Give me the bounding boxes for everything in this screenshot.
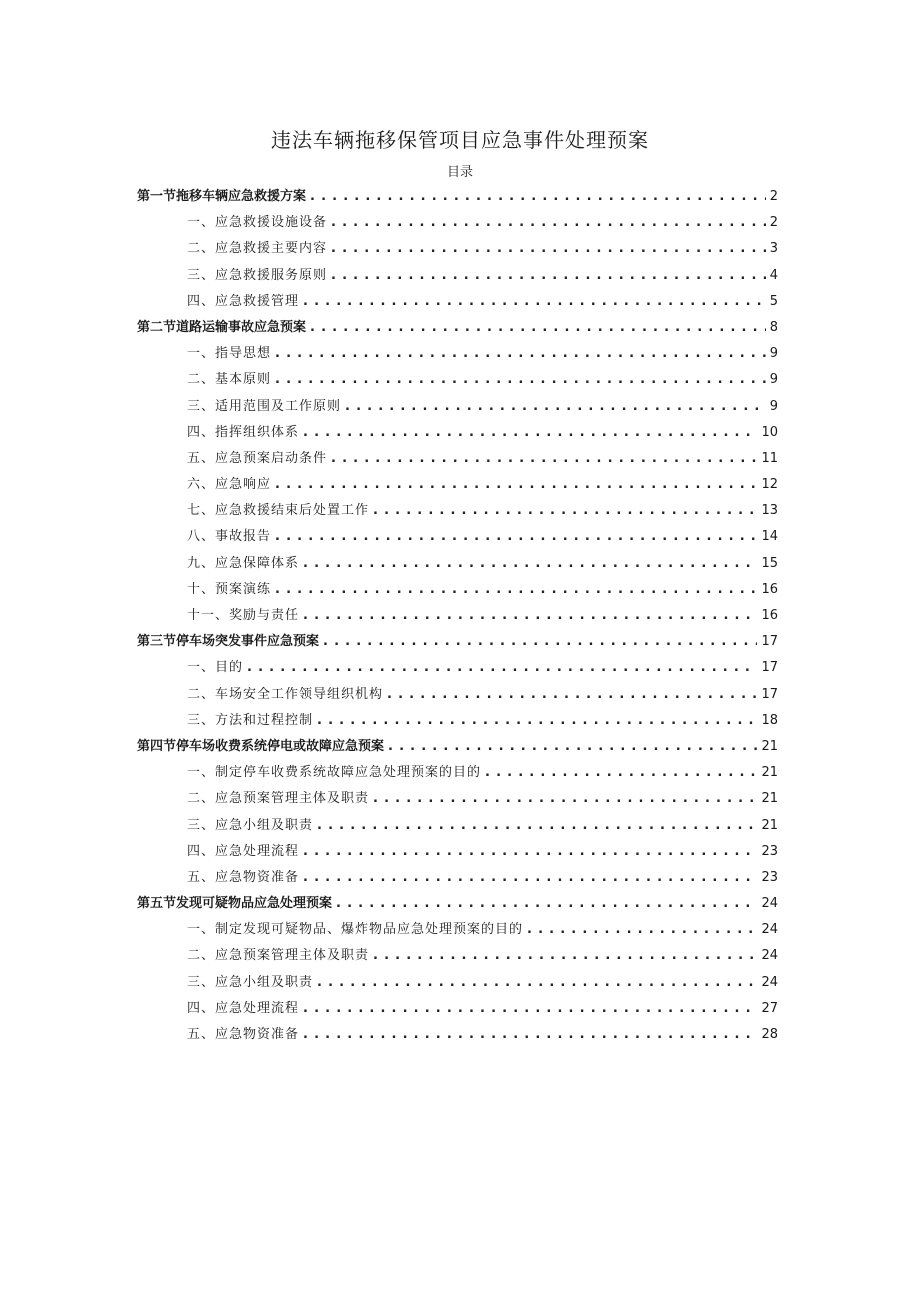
toc-dot-leader bbox=[527, 917, 757, 943]
toc-dot-leader bbox=[317, 708, 757, 734]
toc-subsection-entry[interactable] bbox=[137, 1022, 778, 1048]
toc-entry-label: 第一节拖移车辆应急救援方案 bbox=[137, 189, 307, 204]
toc-entry-label: 八、事故报告 bbox=[187, 529, 272, 545]
toc-page-number: 17 bbox=[761, 686, 778, 702]
toc-section-entry[interactable] bbox=[137, 629, 778, 655]
toc-section-entry[interactable] bbox=[137, 734, 778, 760]
toc-subsection-entry[interactable] bbox=[137, 970, 778, 996]
toc-subsection-entry[interactable] bbox=[137, 577, 778, 603]
toc-page-number: 17 bbox=[761, 634, 778, 650]
toc-entry-label: 五、应急预案启动条件 bbox=[187, 450, 328, 466]
toc-dot-leader bbox=[247, 655, 757, 681]
toc-page-number: 28 bbox=[761, 1027, 778, 1042]
toc-dot-leader bbox=[275, 577, 757, 603]
toc-page-number: 24 bbox=[761, 974, 778, 990]
toc-dot-leader bbox=[331, 446, 757, 472]
toc-page-number: 12 bbox=[761, 477, 778, 493]
toc-subsection-entry[interactable] bbox=[137, 446, 778, 472]
toc-page-number: 21 bbox=[761, 817, 778, 833]
toc-entry-label: 四、应急处理流程 bbox=[187, 1000, 300, 1016]
toc-dot-leader bbox=[303, 289, 766, 315]
toc-entry-label: 五、应急物资准备 bbox=[187, 1027, 300, 1042]
toc-page-number: 24 bbox=[761, 948, 778, 964]
toc-page-number: 18 bbox=[761, 712, 778, 728]
toc-page-number: 2 bbox=[769, 189, 778, 204]
toc-dot-leader bbox=[373, 498, 757, 524]
toc-dot-leader bbox=[317, 813, 757, 839]
toc-entry-label: 十一、奖励与责任 bbox=[187, 608, 300, 623]
toc-heading: 目录 bbox=[446, 165, 473, 180]
toc-dot-leader bbox=[303, 420, 757, 446]
toc-page-number: 9 bbox=[769, 372, 778, 388]
toc-dot-leader bbox=[275, 367, 766, 393]
toc-subsection-entry[interactable] bbox=[137, 865, 778, 891]
toc-page-number: 4 bbox=[769, 267, 778, 283]
toc-subsection-entry[interactable] bbox=[137, 813, 778, 839]
toc-page-number: 14 bbox=[761, 529, 778, 545]
toc-section-entry[interactable] bbox=[137, 315, 778, 341]
toc-page-number: 9 bbox=[769, 346, 778, 362]
toc-dot-leader bbox=[345, 394, 766, 420]
toc-section-entry[interactable] bbox=[137, 891, 778, 917]
toc-page-number: 2 bbox=[769, 215, 778, 231]
toc-entry-label: 四、指挥组织体系 bbox=[187, 424, 300, 440]
toc-subsection-entry[interactable] bbox=[137, 917, 778, 943]
toc-page-number: 3 bbox=[769, 241, 778, 257]
toc-entry-label: 二、应急救援主要内容 bbox=[187, 241, 328, 257]
toc-dot-leader bbox=[323, 629, 757, 655]
toc-page-number: 10 bbox=[761, 424, 778, 440]
toc-entry-label: 一、制定发现可疑物品、爆炸物品应急处理预案的目的 bbox=[187, 922, 524, 938]
toc-section-entry[interactable] bbox=[137, 184, 778, 210]
toc-page-number: 24 bbox=[761, 896, 778, 912]
toc-dot-leader bbox=[303, 865, 757, 891]
toc-page-number: 13 bbox=[761, 503, 778, 519]
toc-subsection-entry[interactable] bbox=[137, 420, 778, 446]
toc-subsection-entry[interactable] bbox=[137, 394, 778, 420]
toc-page-number: 24 bbox=[761, 922, 778, 938]
toc-page-number: 9 bbox=[769, 398, 778, 414]
toc-entry-label: 一、指导思想 bbox=[187, 346, 272, 362]
toc-dot-leader bbox=[331, 263, 766, 289]
toc-dot-leader bbox=[303, 551, 757, 577]
toc-dot-leader bbox=[388, 734, 757, 760]
toc-subsection-entry[interactable] bbox=[137, 367, 778, 393]
toc-entry-label: 二、基本原则 bbox=[187, 372, 272, 388]
toc-subsection-entry[interactable] bbox=[137, 551, 778, 577]
toc-page-number: 11 bbox=[761, 450, 778, 466]
toc-entry-label: 三、方法和过程控制 bbox=[187, 712, 314, 728]
toc-entry-label: 第二节道路运输事故应急预案 bbox=[137, 319, 307, 335]
toc-dot-leader bbox=[275, 524, 757, 550]
toc-dot-leader bbox=[310, 315, 766, 341]
toc-entry-label: 七、应急救援结束后处置工作 bbox=[187, 503, 370, 519]
toc-subsection-entry[interactable] bbox=[137, 472, 778, 498]
toc-subsection-entry[interactable] bbox=[137, 839, 778, 865]
toc-entry-label: 二、应急预案管理主体及职责 bbox=[187, 948, 370, 964]
toc-page-number: 16 bbox=[761, 608, 778, 623]
toc-page-number: 8 bbox=[769, 319, 778, 335]
toc-dot-leader bbox=[387, 682, 757, 708]
toc-subsection-entry[interactable] bbox=[137, 786, 778, 812]
toc-subsection-entry[interactable] bbox=[137, 263, 778, 289]
toc-entry-label: 二、应急预案管理主体及职责 bbox=[187, 791, 370, 807]
toc-page-number: 27 bbox=[761, 1000, 778, 1016]
toc-page-number: 16 bbox=[761, 581, 778, 597]
toc-entry-label: 一、目的 bbox=[187, 660, 244, 676]
toc-entry-label: 五、应急物资准备 bbox=[187, 869, 300, 885]
toc-dot-leader bbox=[331, 236, 766, 262]
toc-dot-leader bbox=[331, 210, 766, 236]
toc-subsection-entry[interactable] bbox=[137, 708, 778, 734]
toc-page-number: 23 bbox=[761, 869, 778, 885]
toc-dot-leader bbox=[336, 891, 757, 917]
toc-subsection-entry[interactable] bbox=[137, 682, 778, 708]
toc-entry-label: 三、应急小组及职责 bbox=[187, 817, 314, 833]
toc-dot-leader bbox=[485, 760, 757, 786]
table-of-contents bbox=[137, 184, 778, 1048]
toc-page-number: 23 bbox=[761, 843, 778, 859]
toc-subsection-entry[interactable] bbox=[137, 524, 778, 550]
toc-dot-leader bbox=[303, 996, 757, 1022]
toc-subsection-entry[interactable] bbox=[137, 603, 778, 629]
toc-dot-leader bbox=[310, 184, 766, 210]
toc-subsection-entry[interactable] bbox=[137, 341, 778, 367]
toc-subsection-entry[interactable] bbox=[137, 996, 778, 1022]
toc-subsection-entry[interactable] bbox=[137, 943, 778, 969]
toc-entry-label: 三、应急救援服务原则 bbox=[187, 267, 328, 283]
toc-entry-label: 第五节发现可疑物品应急处理预案 bbox=[137, 896, 333, 912]
toc-entry-label: 一、应急救援设施设备 bbox=[187, 215, 328, 231]
toc-entry-label: 四、应急处理流程 bbox=[187, 843, 300, 859]
toc-dot-leader bbox=[303, 1022, 757, 1048]
toc-entry-label: 十、预案演练 bbox=[187, 581, 272, 597]
toc-page-number: 15 bbox=[761, 555, 778, 571]
toc-entry-label: 九、应急保障体系 bbox=[187, 555, 300, 571]
toc-subsection-entry[interactable] bbox=[137, 655, 778, 681]
toc-subsection-entry[interactable] bbox=[137, 289, 778, 315]
toc-entry-label: 二、车场安全工作领导组织机构 bbox=[187, 686, 384, 702]
document-title: 违法车辆拖移保管项目应急事件处理预案 bbox=[271, 128, 649, 152]
toc-entry-label: 三、适用范围及工作原则 bbox=[187, 398, 342, 414]
toc-entry-label: 第四节停车场收费系统停电或故障应急预案 bbox=[137, 738, 385, 754]
toc-entry-label: 一、制定停车收费系统故障应急处理预案的目的 bbox=[187, 765, 482, 781]
toc-dot-leader bbox=[373, 786, 757, 812]
toc-page-number: 21 bbox=[761, 791, 778, 807]
toc-dot-leader bbox=[373, 943, 757, 969]
toc-dot-leader bbox=[303, 839, 757, 865]
toc-dot-leader bbox=[275, 472, 757, 498]
toc-dot-leader bbox=[317, 970, 757, 996]
toc-entry-label: 第三节停车场突发事件应急预案 bbox=[137, 634, 320, 650]
toc-subsection-entry[interactable] bbox=[137, 210, 778, 236]
toc-page-number: 21 bbox=[761, 765, 778, 781]
toc-page-number: 21 bbox=[761, 738, 778, 754]
toc-entry-label: 三、应急小组及职责 bbox=[187, 974, 314, 990]
toc-page-number: 5 bbox=[769, 293, 778, 309]
toc-subsection-entry[interactable] bbox=[137, 498, 778, 524]
toc-page-number: 17 bbox=[761, 660, 778, 676]
toc-entry-label: 四、应急救援管理 bbox=[187, 293, 300, 309]
toc-dot-leader bbox=[275, 341, 766, 367]
toc-subsection-entry[interactable] bbox=[137, 760, 778, 786]
toc-entry-label: 六、应急响应 bbox=[187, 477, 272, 493]
toc-subsection-entry[interactable] bbox=[137, 236, 778, 262]
toc-dot-leader bbox=[303, 603, 757, 629]
